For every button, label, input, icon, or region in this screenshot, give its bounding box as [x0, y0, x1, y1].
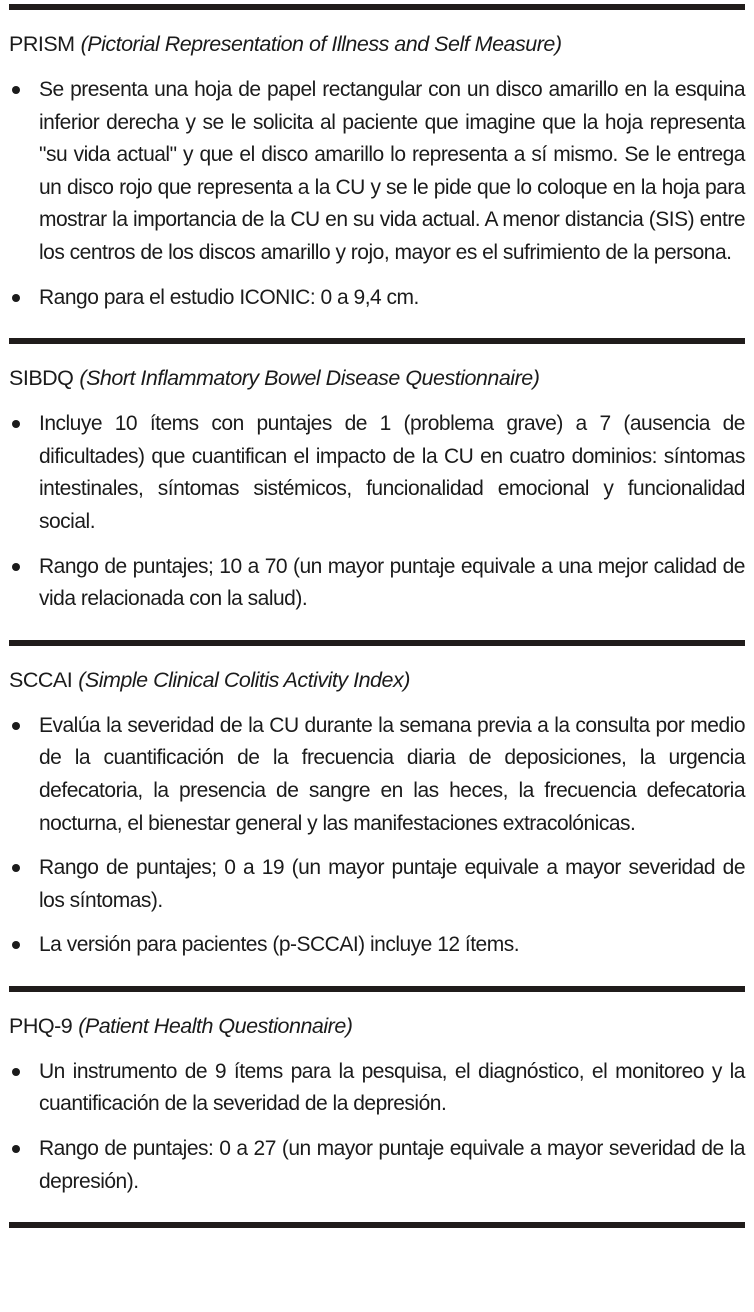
bullet-icon [12, 86, 20, 94]
section-divider [9, 640, 745, 646]
list-item [9, 710, 745, 840]
bullet-icon [12, 722, 20, 730]
section-full-name: (Short Inflammatory Bowel Disease Questionnaire) [79, 366, 540, 391]
list-item-text: Rango de puntajes; 10 a 70 (un mayor puntaje equivale a una mejor calidad de vida relacionada con la salud). [39, 554, 745, 611]
bullet-icon [12, 1068, 20, 1076]
list-item [9, 282, 745, 315]
section-full-name: (Patient Health Questionnaire) [78, 1013, 353, 1038]
bullet-icon [12, 420, 20, 428]
list-item [9, 852, 745, 917]
list-item-text: Rango para el estudio ICONIC: 0 a 9,4 cm. [39, 285, 419, 309]
section-abbr: PRISM [9, 32, 75, 56]
section-phq9 [9, 1013, 745, 1198]
top-rule [9, 4, 745, 10]
list-item-text: Evalúa la severidad de la CU durante la semana previa a la consulta por medio de la cuantificación de la frecuencia diaria de deposiciones, la urgencia defecatoria, la presencia de sangre en las heces, la frecuencia defecatoria nocturna, el bienestar general y las manifestaciones extracolónicas. [39, 713, 745, 835]
bullet-icon [12, 941, 20, 949]
bullet-list [9, 408, 745, 616]
bottom-rule [9, 1222, 745, 1228]
list-item [9, 74, 745, 270]
bullet-icon [12, 864, 20, 872]
list-item-text: Incluye 10 ítems con puntajes de 1 (problema grave) a 7 (ausencia de dificultades) que cuantifican el impacto de la CU en cuatro dominios: síntomas intestinales, síntomas sistémicos, funcionalidad emocional y funcionalidad social. [39, 412, 745, 533]
bullet-list [9, 1056, 745, 1198]
bullet-icon [12, 294, 20, 302]
bullet-icon [12, 1145, 20, 1153]
section-title-sibdq [9, 365, 745, 392]
section-divider [9, 338, 745, 344]
section-full-name: (Simple Clinical Colitis Activity Index) [78, 667, 410, 692]
list-item-text: Se presenta una hoja de papel rectangular con un disco amarillo en la esquina inferior derecha y se le solicita al paciente que imagine que la hoja representa "su vida actual" y que el disco amarillo lo representa a sí mismo. Se le entrega un disco rojo que representa a la CU y se le pide que lo coloque en la hoja para mostrar la importancia de la CU en su vida actual. A menor distancia (SIS) entre los centros de los discos amarillo y rojo, mayor es el sufrimiento de la persona. [39, 78, 745, 264]
list-item [9, 1133, 745, 1198]
section-abbr: SCCAI [9, 667, 73, 692]
section-prism [9, 31, 745, 314]
section-sibdq [9, 365, 745, 616]
section-title-prism [9, 31, 745, 58]
section-title-sccai [9, 667, 745, 694]
section-title-phq9 [9, 1013, 745, 1040]
bullet-list [9, 710, 745, 962]
list-item [9, 929, 745, 962]
section-divider [9, 986, 745, 992]
section-full-name: (Pictorial Representation of Illness and Self Measure) [80, 32, 562, 56]
section-sccai [9, 667, 745, 962]
list-item-text: Un instrumento de 9 ítems para la pesquisa, el diagnóstico, el monitoreo y la cuantificación de la severidad de la depresión. [39, 1059, 745, 1116]
list-item-text: La versión para pacientes (p-SCCAI) incluye 12 ítems. [39, 933, 520, 957]
list-item-text: Rango de puntajes; 0 a 19 (un mayor puntaje equivale a mayor severidad de los síntomas). [39, 856, 745, 912]
list-item [9, 1056, 745, 1121]
section-abbr: PHQ-9 [9, 1013, 73, 1038]
list-item [9, 551, 745, 616]
section-abbr: SIBDQ [9, 366, 74, 391]
bullet-icon [12, 563, 20, 571]
bullet-list [9, 74, 745, 314]
list-item [9, 408, 745, 538]
list-item-text: Rango de puntajes: 0 a 27 (un mayor puntaje equivale a mayor severidad de la depresión). [39, 1137, 745, 1193]
